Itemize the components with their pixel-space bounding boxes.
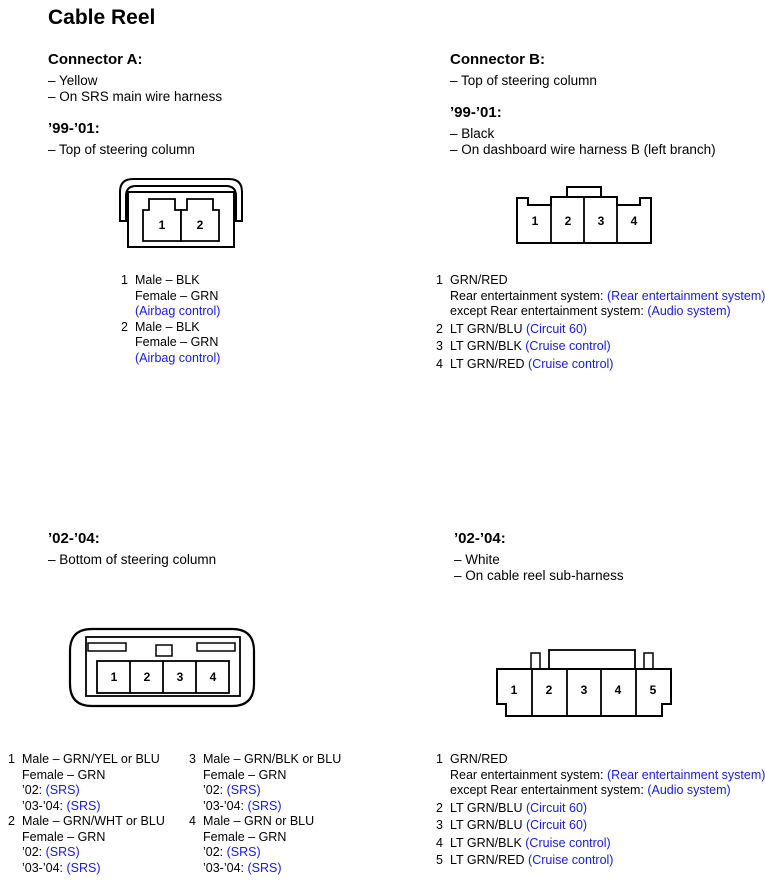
srs-link[interactable]: (SRS) [247,798,282,813]
connector-b-02-04-color: – White [454,552,500,567]
pin-row: 3 LT GRN/BLK (Cruise control) [436,339,611,353]
connector-b-02-04-pin-4: 4 [614,683,622,697]
pin-row-line: ’03-’04: (SRS) [22,860,101,875]
connector-a-color: – Yellow [48,73,98,88]
pin-row: 1 GRN/RED [436,273,508,287]
connector-b-02-04-location: – On cable reel sub-harness [454,568,624,583]
connector-b-99-01-pin-4: 4 [630,214,638,228]
pin-row-line: ’02: (SRS) [22,783,80,797]
pin-row: 2 LT GRN/BLU (Circuit 60) [436,800,588,815]
srs-link[interactable]: (SRS) [226,845,261,859]
pin-row: 4 LT GRN/RED (Cruise control) [436,356,614,371]
pin-row: 4 Male – GRN or BLU [189,814,315,828]
airbag-control-link[interactable]: (Airbag control) [135,304,221,318]
connector-b-02-04-pin-5: 5 [649,683,657,697]
cruise-control-link[interactable]: (Cruise control) [528,853,614,867]
airbag-control-link[interactable]: (Airbag control) [135,350,221,365]
pin-row-line: ’03-’04: (SRS) [203,798,282,813]
connector-a-02-04-pin-4: 4 [209,670,217,684]
pin-row: 2 Male – GRN/WHT or BLU [8,814,165,828]
connector-a-location: – On SRS main wire harness [48,89,223,104]
srs-link[interactable]: (SRS) [66,798,101,813]
connector-b-99-01-color: – Black [450,126,495,141]
connector-b-99-01-location: – On dashboard wire harness B (left branch) [450,142,716,157]
connector-a-02-04-heading: ’02-’04: [48,530,100,547]
srs-link[interactable]: (SRS) [45,845,80,859]
pin-row-line: ’03-’04: (SRS) [22,798,101,813]
pin-row-line: Female – GRN [22,829,106,844]
pin-row-line: Female – GRN [135,288,219,303]
srs-link[interactable]: (SRS) [66,860,101,875]
connector-b-99-01-pin-2: 2 [564,214,572,228]
pin-row-line: ’02: (SRS) [22,845,80,859]
cruise-control-link[interactable]: (Cruise control) [525,339,611,353]
pin-row: 1 Male – BLK [121,273,200,287]
pin-row-line: Female – GRN [203,767,287,782]
connector-a-99-01-pin-1: 1 [158,218,166,232]
rear-entertainment-link[interactable]: (Rear entertainment system) [607,767,765,782]
pin-row: 3 Male – GRN/BLK or BLU [189,752,342,766]
pin-row-line: Rear entertainment system: (Rear entertainment system) [450,767,765,782]
connector-a-02-04-pin-2: 2 [143,670,151,684]
audio-system-link[interactable]: (Audio system) [647,304,731,318]
connector-b-heading: Connector B: [450,51,545,68]
pin-row-line: Rear entertainment system: (Rear entertainment system) [450,288,765,303]
srs-link[interactable]: (SRS) [45,783,80,797]
cruise-control-link[interactable]: (Cruise control) [525,835,611,850]
connector-b-location: – Top of steering column [450,73,597,88]
pin-row: 4 LT GRN/BLK (Cruise control) [436,835,611,850]
pin-row: 3 LT GRN/BLU (Circuit 60) [436,818,588,832]
connector-a-02-04-location: – Bottom of steering column [48,552,217,567]
srs-link[interactable]: (SRS) [226,783,261,797]
connector-a-02-04-pin-1: 1 [110,670,118,684]
pin-row-line: Female – GRN [22,767,106,782]
circuit-60-link[interactable]: (Circuit 60) [525,818,588,832]
audio-system-link[interactable]: (Audio system) [647,783,731,797]
connector-a-99-01-heading: ’99-’01: [48,120,100,137]
pin-row-line: ’02: (SRS) [203,783,261,797]
connector-b-99-01-pin-1: 1 [531,214,539,228]
pin-row: 2 LT GRN/BLU (Circuit 60) [436,321,588,336]
connector-b-02-04-pin-list [436,752,765,869]
pin-row: 1 GRN/RED [436,752,508,766]
pin-row: 1 Male – GRN/YEL or BLU [8,752,160,766]
pin-row-line: Female – GRN [135,335,219,349]
pin-row-line: ’03-’04: (SRS) [203,860,282,875]
connector-a-99-01-location: – Top of steering column [48,142,195,157]
connector-b-99-01-heading: ’99-’01: [450,104,502,121]
circuit-60-link[interactable]: (Circuit 60) [525,321,588,336]
connector-b-02-04-heading: ’02-’04: [454,530,506,547]
circuit-60-link[interactable]: (Circuit 60) [525,800,588,815]
page-title: Cable Reel [48,6,156,29]
connector-b-99-01-pin-3: 3 [597,214,605,228]
pin-row: 2 Male – BLK [121,319,200,334]
pin-row-line: Female – GRN [203,829,287,844]
srs-link[interactable]: (SRS) [247,860,282,875]
pin-row: 5 LT GRN/RED (Cruise control) [436,853,614,867]
pin-row-line: ’02: (SRS) [203,845,261,859]
connector-b-02-04-pin-2: 2 [545,683,553,697]
rear-entertainment-link[interactable]: (Rear entertainment system) [607,288,765,303]
cruise-control-link[interactable]: (Cruise control) [528,356,614,371]
connector-b-02-04-pin-3: 3 [580,683,588,697]
connector-a-99-01-pin-2: 2 [196,218,204,232]
connector-a-heading: Connector A: [48,51,143,68]
connector-a-02-04-pin-3: 3 [176,670,184,684]
pin-row-line: except Rear entertainment system: (Audio system) [450,304,731,318]
connector-b-02-04-pin-1: 1 [510,683,518,697]
pin-row-line: except Rear entertainment system: (Audio system) [450,783,731,797]
